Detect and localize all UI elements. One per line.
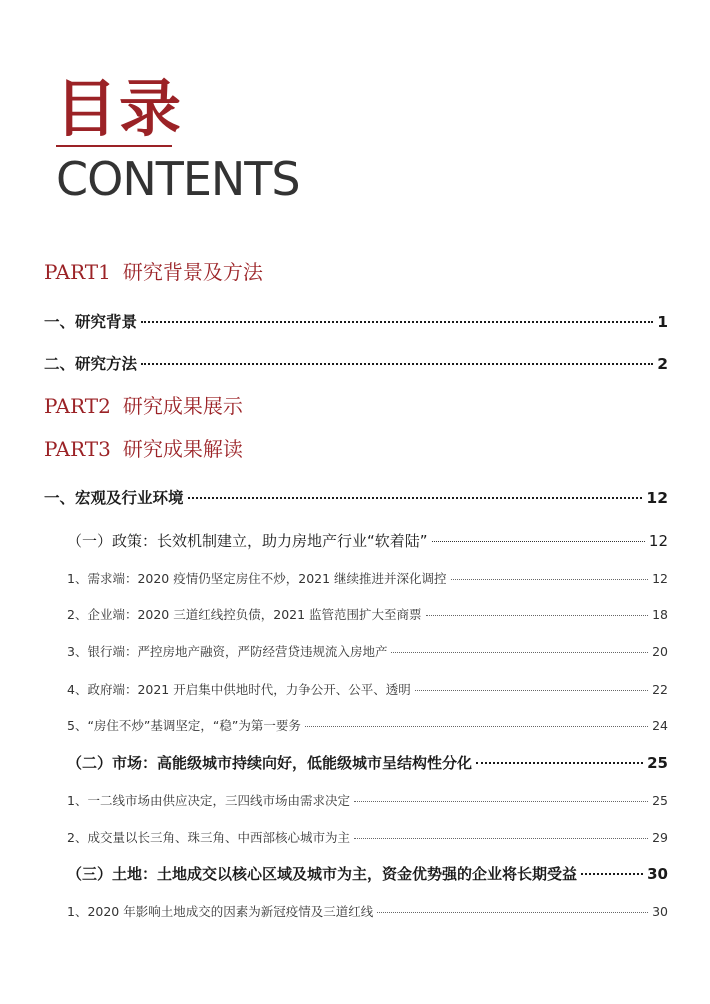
toc-entry-label: 2、成交量以长三角、珠三角、中西部核心城市为主 — [67, 830, 350, 845]
toc-entry-page: 30 — [647, 865, 668, 883]
toc-entry-label: 1、需求端：2020 疫情仍坚定房住不炒，2021 继续推进并深化调控 — [67, 571, 447, 586]
toc-entry-page: 20 — [652, 644, 668, 659]
toc-entry-label: 一、研究背景 — [44, 313, 138, 331]
toc-entry[interactable] — [67, 569, 668, 587]
toc-entry[interactable] — [44, 310, 668, 332]
dot-leader — [415, 690, 648, 691]
toc-entry-page: 12 — [646, 489, 668, 507]
toc-entry-page: 2 — [657, 355, 668, 373]
toc-entry-label: 3、银行端：严控房地产融资，严防经营贷违规流入房地产 — [67, 644, 388, 659]
title-underline — [56, 145, 172, 147]
part-label: 研究背景及方法 — [122, 260, 263, 284]
part-heading-3 — [44, 439, 243, 459]
toc-entry[interactable] — [67, 530, 668, 551]
toc-entry-label: 1、一二线市场由供应决定，三四线市场由需求决定 — [67, 793, 350, 808]
toc-entry-label: 一、宏观及行业环境 — [44, 489, 184, 507]
toc-entry[interactable] — [67, 680, 668, 698]
toc-entry-label: 2、企业端：2020 三道红线控负债，2021 监管范围扩大至商票 — [67, 607, 422, 622]
toc-entry-page: 24 — [652, 718, 668, 733]
dot-leader — [305, 726, 648, 727]
page-title-en: CONTENTS — [56, 152, 300, 206]
toc-entry-page: 22 — [652, 682, 668, 697]
dot-leader — [354, 838, 648, 839]
toc-entry-label: 1、2020 年影响土地成交的因素为新冠疫情及三道红线 — [67, 904, 374, 919]
dot-leader — [432, 541, 645, 542]
part-number: PART1 — [44, 260, 111, 284]
dot-leader — [581, 873, 643, 875]
toc-entry-label: （一）政策：长效机制建立，助力房地产行业“软着陆” — [67, 532, 428, 550]
toc-entry[interactable] — [44, 352, 668, 374]
part-label: 研究成果展示 — [122, 394, 243, 418]
toc-entry-page: 25 — [652, 793, 668, 808]
dot-leader — [141, 363, 653, 365]
toc-entry[interactable] — [67, 791, 668, 809]
part-label: 研究成果解读 — [122, 437, 243, 461]
toc-entry-page: 1 — [657, 313, 668, 331]
toc-entry[interactable] — [44, 486, 668, 508]
dot-leader — [391, 652, 648, 653]
dot-leader — [377, 912, 648, 913]
dot-leader — [141, 321, 653, 323]
toc-entry-label: （三）土地：土地成交以核心区域及城市为主，资金优势强的企业将长期受益 — [67, 865, 578, 883]
part-heading-2 — [44, 396, 243, 416]
toc-entry-label: （二）市场：高能级城市持续向好，低能级城市呈结构性分化 — [67, 754, 473, 772]
toc-entry-page: 12 — [648, 532, 668, 550]
dot-leader — [451, 579, 649, 580]
toc-entry-page: 30 — [652, 904, 668, 919]
part-number: PART2 — [44, 394, 111, 418]
toc-entry[interactable] — [67, 863, 668, 884]
toc-entry[interactable] — [67, 752, 668, 773]
toc-entry-label: 二、研究方法 — [44, 355, 138, 373]
toc-entry-page: 12 — [652, 571, 668, 586]
toc-entry[interactable] — [67, 716, 668, 734]
toc-entry-page: 29 — [652, 830, 668, 845]
toc-entry[interactable] — [67, 902, 668, 920]
dot-leader — [426, 615, 649, 616]
dot-leader — [354, 801, 648, 802]
toc-entry[interactable] — [67, 605, 668, 623]
page-title-cn: 目录 — [55, 72, 184, 145]
toc-entry-label: 5、“房住不炒”基调坚定，“稳”为第一要务 — [67, 718, 301, 733]
part-number: PART3 — [44, 437, 111, 461]
dot-leader — [188, 497, 643, 499]
part-heading-1 — [44, 262, 263, 282]
toc-entry[interactable] — [67, 828, 668, 846]
toc-entry-page: 18 — [652, 607, 668, 622]
dot-leader — [476, 762, 643, 764]
toc-entry[interactable] — [67, 642, 668, 660]
toc-entry-page: 25 — [647, 754, 668, 772]
toc-entry-label: 4、政府端：2021 开启集中供地时代，力争公开、公平、透明 — [67, 682, 411, 697]
